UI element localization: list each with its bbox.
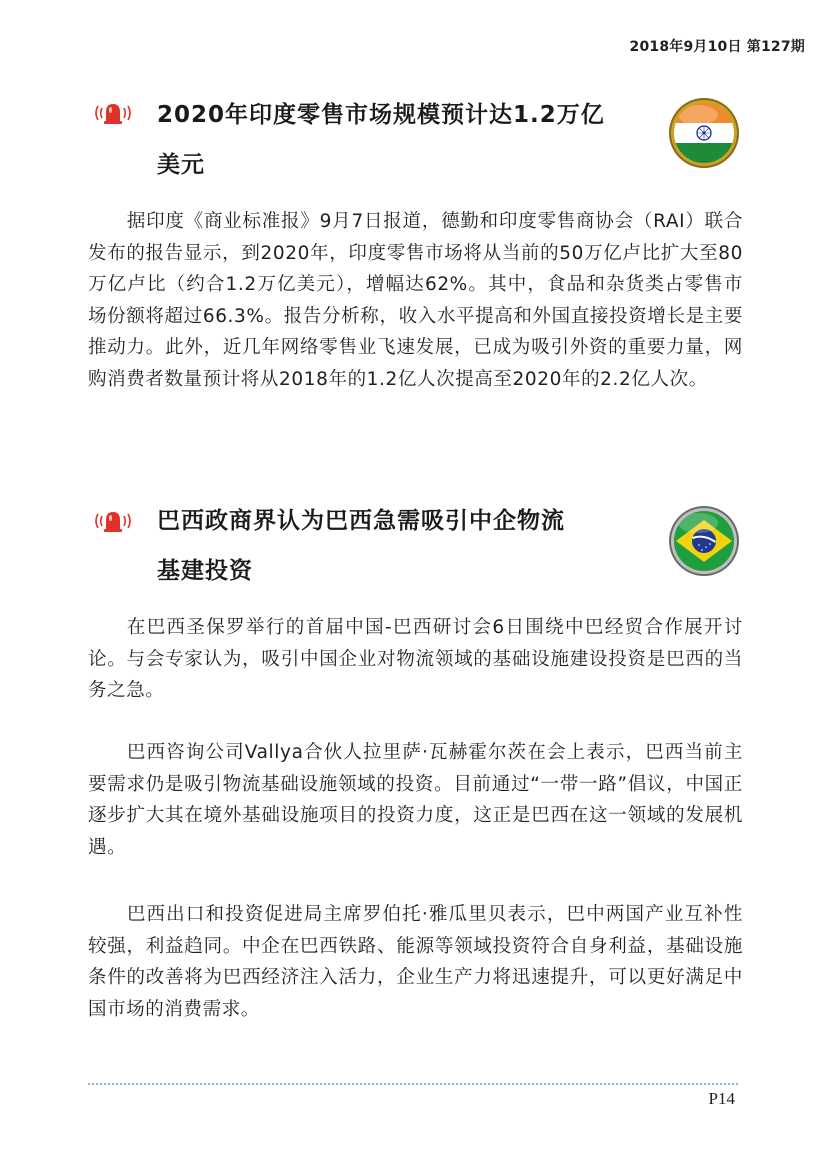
page-number: P14: [708, 1089, 735, 1108]
article-title-line1: 巴西政商界认为巴西急需吸引中企物流: [157, 508, 565, 534]
article-title-line1: 2020年印度零售市场规模预计达1.2万亿: [157, 102, 605, 128]
article-paragraph: 据印度《商业标准报》9月7日报道，德勤和印度零售商协会（RAI）联合发布的报告显示，到2020年，印度零售市场将从当前的50万亿卢比扩大至80万亿卢比（约合1.2万亿美元），增幅达62%。其中，食品和杂货类占零售市场份额将超过66.3%。报告分析称，收入水平提高和外国直接投资增长是主要推动力。此外，近几年网络零售业飞速发展，已成为吸引外资的重要力量，网购消费者数量预计将从2018年的1.2亿人次提高至2020年的2.2亿人次。: [88, 211, 743, 390]
article-paragraph: 巴西咨询公司Vallya合伙人拉里萨·瓦赫霍尔茨在会上表示，巴西当前主要需求仍是吸引物流基础设施领域的投资。目前通过“一带一路”倡议，中国正逐步扩大其在境外基础设施项目的投资力度，这正是巴西在这一领域的发展机遇。: [88, 742, 743, 858]
footer-divider: [88, 1083, 738, 1085]
alarm-bell-icon: [91, 100, 135, 126]
article-paragraph: 巴西出口和投资促进局主席罗伯托·雅瓜里贝表示，巴中两国产业互补性较强，利益趋同。中企在巴西铁路、能源等领域投资符合自身利益，基础设施条件的改善将为巴西经济注入活力，企业生产力将迅速提升，可以更好满足中国市场的消费需求。: [88, 904, 743, 1020]
alarm-bell-icon: [91, 508, 135, 534]
brazil-flag-icon: [668, 505, 740, 577]
article-title: [157, 90, 605, 190]
article-title-line2: 基建投资: [157, 558, 253, 584]
article-title: [157, 496, 565, 596]
article-paragraph: 在巴西圣保罗举行的首届中国-巴西研讨会6日围绕中巴经贸合作展开讨论。与会专家认为，吸引中国企业对物流领域的基础设施建设投资是巴西的当务之急。: [88, 617, 743, 701]
article-title-line2: 美元: [157, 152, 205, 178]
india-flag-icon: [668, 97, 740, 169]
date-issue: 2018年9月10日 第127期: [629, 39, 805, 55]
